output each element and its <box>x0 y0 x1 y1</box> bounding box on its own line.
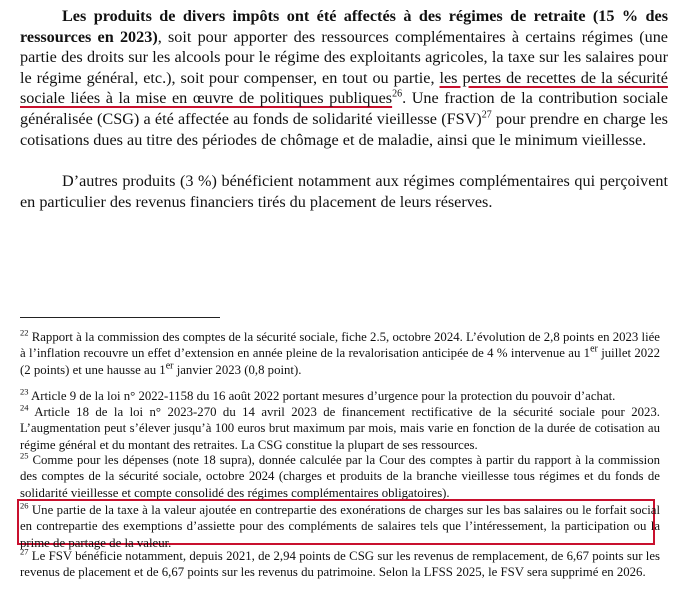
footnote-text: Le FSV bénéficie notamment, depuis 2021, de 2,94 points de CSG sur les revenus de remplacement, de 6,67 points sur les revenus de placement et de 6,67 points sur les revenus du patrimoine. Selon la LFSS 2025, le FSV sera supprimé en 2026. <box>20 549 660 580</box>
footnote-ref-27[interactable]: 27 <box>481 109 492 121</box>
footnote-number: 23 <box>20 386 29 397</box>
footnote-22 <box>20 329 660 378</box>
footnote-number: 24 <box>20 402 29 413</box>
footnote-number: 26 <box>20 500 29 511</box>
footnote-25 <box>20 452 660 501</box>
footnote-23 <box>20 388 660 404</box>
paragraph-bold-lead: Les produits de divers impôts ont été affectés à des régimes de retraite (15 % des ressources en 2023) <box>20 7 668 46</box>
footnote-text: Une partie de la taxe à la valeur ajoutée en contrepartie des exonérations de charges sur les bas salaires ou le forfait social en contrepartie des exemptions d’assiette pour des compléments de salaires tels que l’intéressement, la participation ou la prime de partage de la valeur. <box>20 503 660 550</box>
ordinal-suffix: er <box>165 360 174 372</box>
paragraph-other-products: D’autres produits (3 %) bénéficient notamment aux régimes complémentaires qui perçoivent en particulier des revenus financiers tirés du placement de leurs réserves. <box>20 172 668 211</box>
footnote-text: Article 18 de la loi n° 2023-270 du 14 avril 2023 de financement rectificative de la sécurité sociale pour 2023. L’augmentation peut s’élever jusqu’à 100 euros brut maximum par mois, mais varie en fonction de la durée de cotisation au régime général et du montant des retraites. La CSG constitue la plupart de ses ressources. <box>20 405 660 452</box>
paragraph-tax-revenues <box>20 6 668 150</box>
paragraph-text: . Une fraction de la contribution sociale généralisée (CSG) a été affectée au fonds de solidarité vieillesse (FSV) <box>20 89 668 128</box>
ordinal-suffix: er <box>590 344 598 356</box>
footnote-text: Article 9 de la loi n° 2022-1158 du 16 août 2022 portant mesures d’urgence pour la protection du pouvoir d’achat. <box>28 389 616 403</box>
paragraph-text: pour prendre en charge les cotisations dues au titre des périodes de chômage et de maladie, ainsi que le minimum vieillesse. <box>20 109 668 149</box>
paragraph-text: , soit pour apporter des ressources complémentaires à certains régimes (une partie des droits sur les alcools pour le régime des exploitants agricoles, la taxe sur les salaires pour le régime général, etc.), soit pour compenser, en tout ou partie, <box>20 27 668 87</box>
footnote-text: Comme pour les dépenses (note 18 supra), donnée calculée par la Cour des comptes à partir du rapport à la commission des comptes de la sécurité sociale, octobre 2024 (charges et produits de la branche vieillesse tous régimes et du fonds de solidarité vieillesse et compte consolidé des régimes complémentaires obligatoires). <box>20 453 660 500</box>
footnote-24 <box>20 404 660 453</box>
footnote-separator <box>20 317 220 318</box>
footnote-number: 27 <box>20 546 29 557</box>
red-underlined-phrase: les pertes de recettes de la sécurité sociale liées à la mise en œuvre de politiques publiques <box>20 68 668 108</box>
footnote-number: 22 <box>20 327 29 338</box>
footnote-ref-26[interactable]: 26 <box>392 88 403 100</box>
footnote-number: 25 <box>20 450 29 461</box>
footnote-27 <box>20 548 660 581</box>
footnote-26 <box>20 502 660 551</box>
footnote-text: juillet 2022 (2 points) et une hausse au 1 <box>20 346 661 377</box>
footnote-text: janvier 2023 (0,8 point). <box>173 362 302 377</box>
footnote-text: Rapport à la commission des comptes de la sécurité sociale, fiche 2.5, octobre 2024. L’évolution de 2,8 points en 2023 liée à l’inflation recouvre un effet d’extension en année pleine de la revalorisation anticipée de 4 % intervenue au 1 <box>20 330 660 361</box>
